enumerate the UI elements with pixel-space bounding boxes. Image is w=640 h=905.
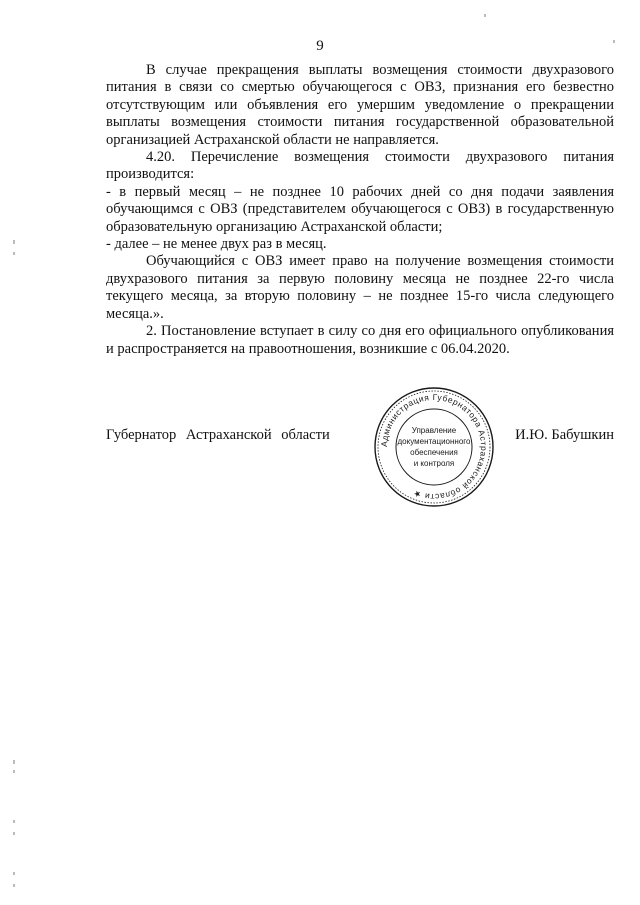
- signatory-name: И.Ю. Бабушкин: [515, 427, 614, 443]
- paragraph-then: - далее – не менее двух раз в месяц.: [106, 236, 327, 253]
- paragraph-2-effective: 2. Постановление вступает в силу со дня его официального опубликования и распространяется на правоотношения, возникшие с 06.04.2020.: [106, 323, 614, 357]
- official-seal: [372, 385, 496, 509]
- document-body: [106, 62, 614, 358]
- paragraph-student-right: Обучающийся с ОВЗ имеет право на получение возмещения стоимости двухразового питания за первую половину месяца не позднее 22-го числа текущего месяца, за вторую половину – не позднее 15-го числа следующего месяца.».: [106, 253, 614, 322]
- seal-inner-line: обеспечения: [410, 448, 458, 457]
- paragraph-termination-notice: В случае прекращения выплаты возмещения стоимости двухразового питания в связи со смертью обучающегося с ОВЗ, признания его безвестно отсутствующим или объявления его умершим уведомление о прекращении выплаты возмещения стоимости питания государственной образовательной организацией Астраханской области не направляется.: [106, 62, 614, 148]
- paragraph-4-20: 4.20. Перечисление возмещения стоимости двухразового питания производится:: [106, 149, 614, 183]
- seal-inner-line: и контроля: [413, 459, 455, 468]
- paragraph-first-month: - в первый месяц – не позднее 10 рабочих дней со дня подачи заявления обучающимся с ОВЗ (представителем обучающегося с ОВЗ) в государственную образовательную организацию Астраханской области;: [106, 183, 614, 235]
- signature-block: [106, 427, 614, 449]
- seal-inner-line: Управление: [411, 426, 457, 435]
- svg-text:Администрация Губернатора Астр: [379, 392, 489, 502]
- page-number: 9: [316, 38, 324, 54]
- seal-ring-text: Администрация Губернатора Астраханской области ★: [378, 391, 490, 503]
- seal-inner-line: документационного: [397, 437, 471, 446]
- signatory-title: Губернатор Астраханской области: [106, 427, 330, 443]
